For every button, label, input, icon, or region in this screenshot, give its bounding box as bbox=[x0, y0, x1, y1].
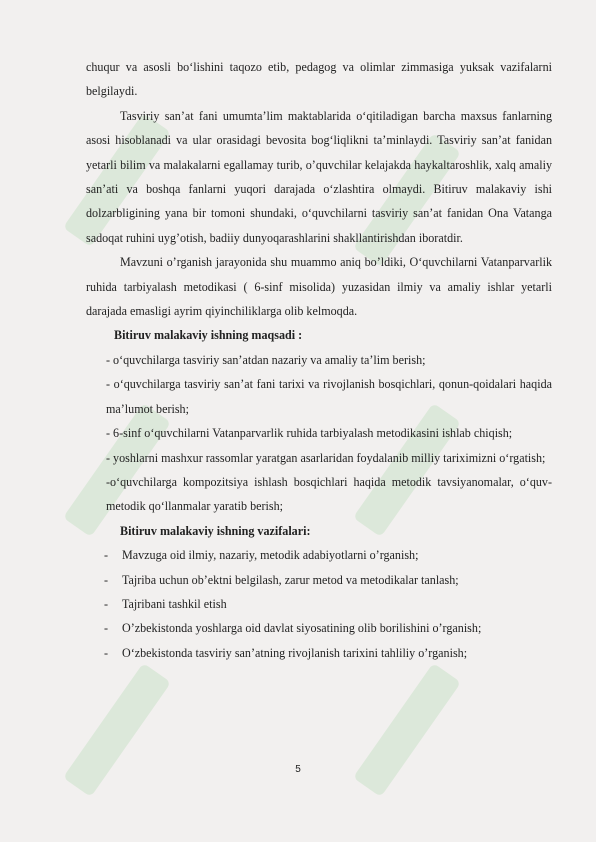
task-item: - O’zbekistonda yoshlarga oid davlat siyosatining olib borilishini o’rganish; bbox=[104, 621, 482, 636]
task-item: - Tajriba uchun ob’ektni belgilash, zarur metod va metodikalar tanlash; bbox=[104, 572, 459, 587]
goal-item: - yoshlarni mashxur rassomlar yaratgan asarlaridan foydalanib milliy tariximizni o‘rgatish; bbox=[106, 450, 546, 465]
task-item: - Tajribani tashkil etish bbox=[104, 596, 227, 611]
goal-item: -o‘quvchilarga kompozitsiya ishlash bosqichlari haqida metodik tavsiyanomalar, o‘quv-metodik qo‘llanmalar yaratib berish; bbox=[106, 474, 552, 514]
paragraph-1: chuqur va asosli bo‘lishini taqozo etib, pedagog va olimlar zimmasiga yuksak vazifalarni belgilaydi. bbox=[86, 60, 552, 99]
watermark-logo bbox=[63, 663, 171, 797]
watermark-logo bbox=[353, 663, 461, 797]
paragraph-3: Mavzuni o’rganish jarayonida shu muammo aniq bo’ldiki, O‘quvchilarni Vatanparvarlik ruhida tarbiyalash metodikasi ( 6-sinf misolida) yuzasidan ilmiy va amaliy ishlar yetarli darajada emasligi ayrim qiyinchiliklarga olib kelmoqda. bbox=[86, 255, 552, 319]
tasks-heading: Bitiruv malakaviy ishning vazifalari: bbox=[120, 523, 311, 538]
goal-item: - 6-sinf o‘quvchilarni Vatanparvarlik ruhida tarbiyalash metodikasini ishlab chiqish; bbox=[106, 426, 513, 441]
goal-item: - o‘quvchilarga tasviriy san’at fani tarixi va rivojlanish bosqichlari, qonun-qoidalari haqida ma’lumot berish; bbox=[106, 377, 552, 416]
goal-item: - o‘quvchilarga tasviriy san’atdan nazariy va amaliy ta’lim berish; bbox=[106, 352, 426, 367]
page-body bbox=[86, 55, 552, 665]
task-item: - Mavzuga oid ilmiy, nazariy, metodik adabiyotlarni o’rganish; bbox=[104, 548, 419, 563]
task-item: - O‘zbekistonda tasviriy san’atning rivojlanish tarixini tahliliy o’rganish; bbox=[104, 645, 468, 660]
goal-heading: Bitiruv malakaviy ishning maqsadi : bbox=[114, 328, 303, 343]
paragraph-2: Tasviriy san’at fani umumta’lim maktablarida o‘qitiladigan barcha maxsus fanlarning asosi hisoblanadi va ular orasidagi bevosita bog‘liqlikni ta’minlaydi. Tasviriy san’at fanidan yetarli bilim va malakalarni egallamay turib, o’quvchilar kelajakda haykaltaroshlik, xalq amaliy san’ati va boshqa fanlarni yuqori darajada o‘zlashtira olmaydi. Bitiruv malakaviy ishi dolzarbligining yana bir tomoni shundaki, o‘quvchilarni tasviriy san’at fanidan Ona Vatanga sadoqat ruhini uyg’otish, badiiy dunyoqarashlarini shakllantirishdan iboratdir. bbox=[86, 108, 552, 245]
page-number: 5 bbox=[295, 764, 301, 775]
